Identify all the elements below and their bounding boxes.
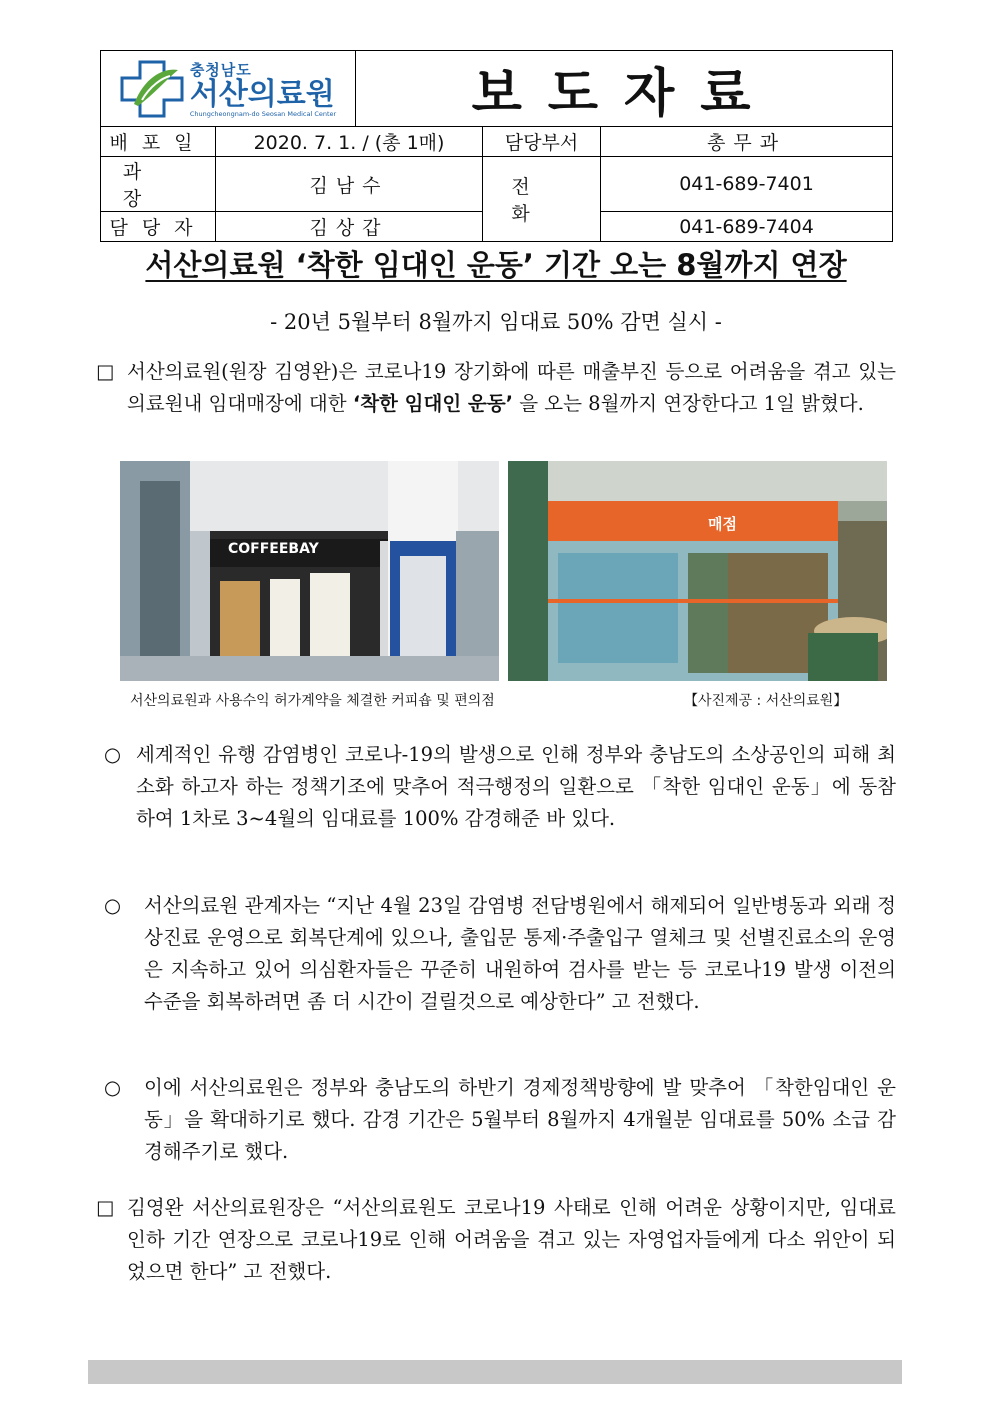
- logo-cell: [101, 51, 356, 127]
- photo-caption-text: 서산의료원과 사용수익 허가계약을 체결한 커피숍 및 편의점: [130, 693, 495, 709]
- paragraph-2-text: 세계적인 유행 감염병인 코로나-19의 발생으로 인해 정부와 충남도의 소상공인의 피해 최소화 하고자 하는 정책기조에 맞추어 적극행정의 일환으로 「착한 임대인 운동」에 동참하여 1차로 3~4월의 임대료를 100% 감경해준 바 있다.: [136, 743, 896, 830]
- store-sign: 매점: [708, 515, 737, 533]
- footer-bar: [88, 1360, 902, 1384]
- circle-bullet-icon: ○: [104, 894, 122, 917]
- contact-value: 김상갑: [216, 212, 483, 242]
- paragraph-3: [104, 890, 896, 1018]
- paragraph-1-text-a: 서산의료원(원장 김영완)은 코로나19 장기화에 따른 매출부진 등으로 어려움을 겪고 있는 의료원내 임대매장에 대한: [127, 360, 896, 415]
- department-label: 담당부서: [483, 127, 601, 157]
- photo-credit: 【사진제공 : 서산의료원】: [684, 693, 848, 709]
- paragraph-5-text: 김영완 서산의료원장은 “서산의료원도 코로나19 사태로 인해 어려운 상황이지만, 임대료 인하 기간 연장으로 코로나19로 인해 어려움을 겪고 있는 자영업자들에게 다소 위안이 되었으면 한다” 고 전했다.: [127, 1196, 896, 1283]
- paragraph-5: [96, 1192, 896, 1288]
- logo-english: Chungcheongnam-do Seosan Medical Center: [189, 110, 337, 118]
- headline: 서산의료원 ‘착한 임대인 운동’ 기간 오는 8월까지 연장: [145, 248, 847, 282]
- photo-row: [120, 461, 887, 681]
- paragraph-1-text-b: 을 오는 8월까지 연장한다고 1일 밝혔다.: [513, 392, 864, 415]
- square-bullet-icon: □: [96, 360, 115, 383]
- circle-bullet-icon: ○: [104, 1076, 122, 1099]
- paragraph-4-text: 이에 서산의료원은 정부와 충남도의 하반기 경제정책방향에 발 맞추어 「착한임대인 운동」을 확대하기로 했다. 감경 기간은 5월부터 8월까지 4개월분 임대료를 50% 소급 감경해주기로 했다.: [144, 1076, 896, 1163]
- coffee-shop-photo: [120, 461, 499, 681]
- logo-region: 충청남도: [189, 61, 252, 79]
- paragraph-2: [104, 739, 896, 835]
- paragraph-1-bold: ‘착한 임대인 운동’: [352, 392, 514, 415]
- convenience-store-photo: [508, 461, 887, 681]
- square-bullet-icon: □: [96, 1196, 115, 1219]
- release-date-label: 배포일: [101, 127, 216, 157]
- paragraph-3-text: 서산의료원 관계자는 “지난 4월 23일 감염병 전담병원에서 해제되어 일반병동과 외래 정상진료 운영으로 회복단계에 있으나, 출입문 통제·주출입구 열체크 및 선별진료소의 운영은 지속하고 있어 의심환자들은 꾸준히 내원하여 검사를 받는 등 코로나19 발생 이전의 수준을 회복하려면 좀 더 시간이 걸릴것으로 예상한다” 고 전했다.: [144, 894, 896, 1013]
- coffee-shop-sign: COFFEEBAY: [228, 541, 319, 557]
- phone-number-2: 041-689-7404: [601, 212, 893, 242]
- manager-value: 김남수: [216, 157, 483, 212]
- paragraph-1: [96, 356, 896, 420]
- circle-bullet-icon: ○: [104, 743, 122, 766]
- logo-name: 서산의료원: [189, 77, 335, 112]
- manager-label: 과장: [101, 157, 216, 212]
- department-value: 총무과: [601, 127, 893, 157]
- document-title: 보도자료: [356, 51, 893, 127]
- contact-label: 담당자: [101, 212, 216, 242]
- release-date-value: 2020. 7. 1. / (총 1매): [216, 127, 483, 157]
- paragraph-4: [104, 1072, 896, 1168]
- phone-label: 전화: [483, 157, 601, 242]
- medical-cross-logo-icon: [120, 60, 184, 118]
- photo-caption: [130, 690, 890, 710]
- subtitle: - 20년 5월부터 8월까지 임대료 50% 감면 실시 -: [270, 310, 722, 334]
- phone-number-1: 041-689-7401: [601, 157, 893, 212]
- press-release-header: [100, 50, 893, 242]
